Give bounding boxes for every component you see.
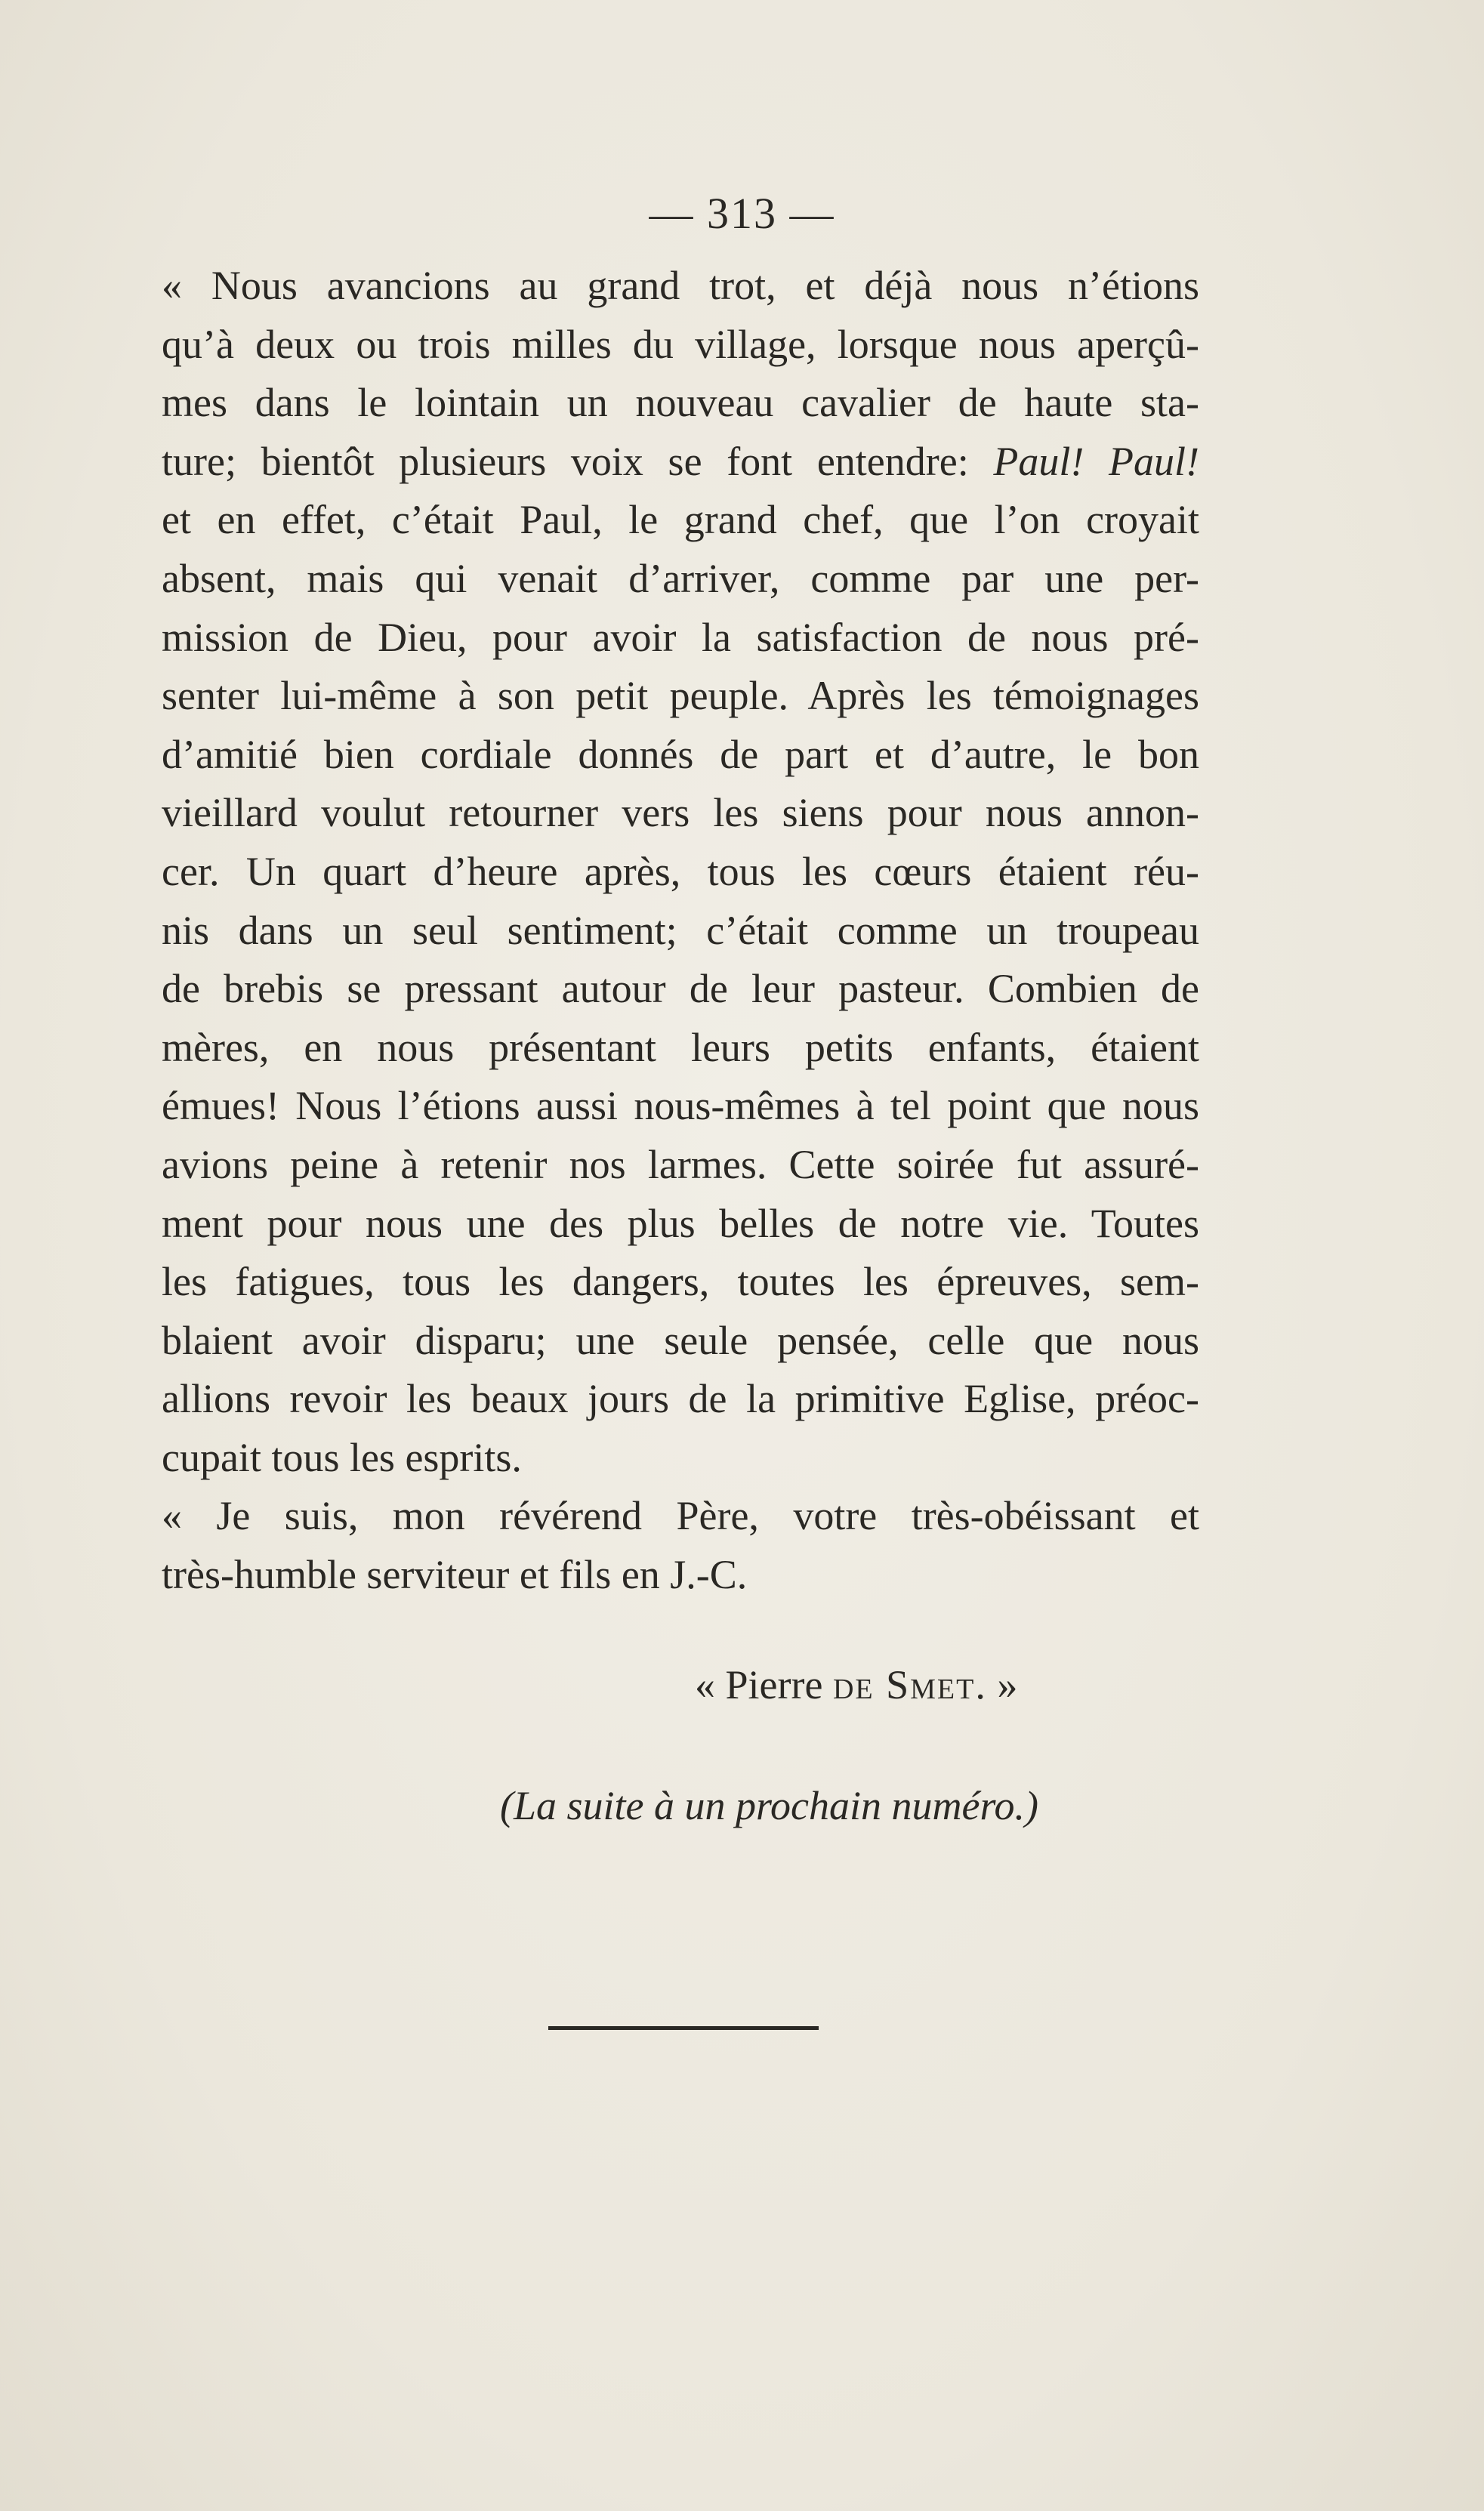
signature-first-name: Pierre — [725, 1662, 823, 1707]
end-rule — [548, 2026, 819, 2030]
body-line: avions peine à retenir nos larmes. Cette soirée fut assuré- — [162, 1141, 1199, 1187]
body-line: d’amitié bien cordiale donnés de part et d’autre, le bon — [162, 731, 1199, 777]
body-line: nis dans un seul sentiment; c’était comme un troupeau — [162, 907, 1199, 953]
body-line: senter lui-même à son petit peuple. Après les témoignages — [162, 673, 1199, 719]
body-line-with-italic — [162, 433, 1199, 492]
closing-line: très-humble serviteur et fils en J.-C. — [162, 1552, 748, 1598]
continuation-note: (La suite à un prochain numéro.) — [500, 1783, 1038, 1828]
body-line: émues! Nous l’étions aussi nous-mêmes à tel point que nous — [162, 1083, 1199, 1129]
signature — [695, 1658, 1017, 1711]
body-line: les fatigues, tous les dangers, toutes les épreuves, sem- — [162, 1259, 1199, 1305]
letter-body — [162, 257, 1199, 1605]
body-line: qu’à deux ou trois milles du village, lorsque nous aperçû- — [162, 321, 1199, 367]
closing-line: « Je suis, mon révérend Père, votre très-obéissant et — [162, 1493, 1199, 1539]
body-line: ment pour nous une des plus belles de notre vie. Toutes — [162, 1200, 1199, 1246]
page-number: — 313 — — [649, 189, 835, 238]
italic-exclamation: Paul! Paul! — [993, 438, 1200, 484]
body-line: mission de Dieu, pour avoir la satisfaction de nous pré- — [162, 614, 1199, 660]
body-line: vieillard voulut retourner vers les siens pour nous annon- — [162, 790, 1199, 836]
body-line-text: ture; bientôt plusieurs voix se font entendre: — [162, 438, 969, 484]
signature-surname: de Smet. — [832, 1662, 987, 1707]
body-line: cer. Un quart d’heure après, tous les cœurs étaient réu- — [162, 848, 1199, 894]
body-line: mes dans le lointain un nouveau cavalier de haute sta- — [162, 380, 1199, 426]
body-line: et en effet, c’était Paul, le grand chef, que l’on croyait — [162, 497, 1199, 543]
body-line: « Nous avancions au grand trot, et déjà nous n’étions — [162, 263, 1199, 308]
body-line: blaient avoir disparu; une seule pensée, celle que nous — [162, 1317, 1199, 1363]
signature-open-quote: « — [695, 1662, 715, 1707]
body-line: absent, mais qui venait d’arriver, comme par une per- — [162, 555, 1199, 601]
body-line: de brebis se pressant autour de leur pasteur. Combien de — [162, 966, 1199, 1012]
signature-close-quote: » — [997, 1662, 1018, 1707]
body-line: cupait tous les esprits. — [162, 1434, 522, 1480]
body-line: mères, en nous présentant leurs petits enfants, étaient — [162, 1024, 1199, 1070]
body-line: allions revoir les beaux jours de la primitive Eglise, préoc- — [162, 1376, 1199, 1422]
